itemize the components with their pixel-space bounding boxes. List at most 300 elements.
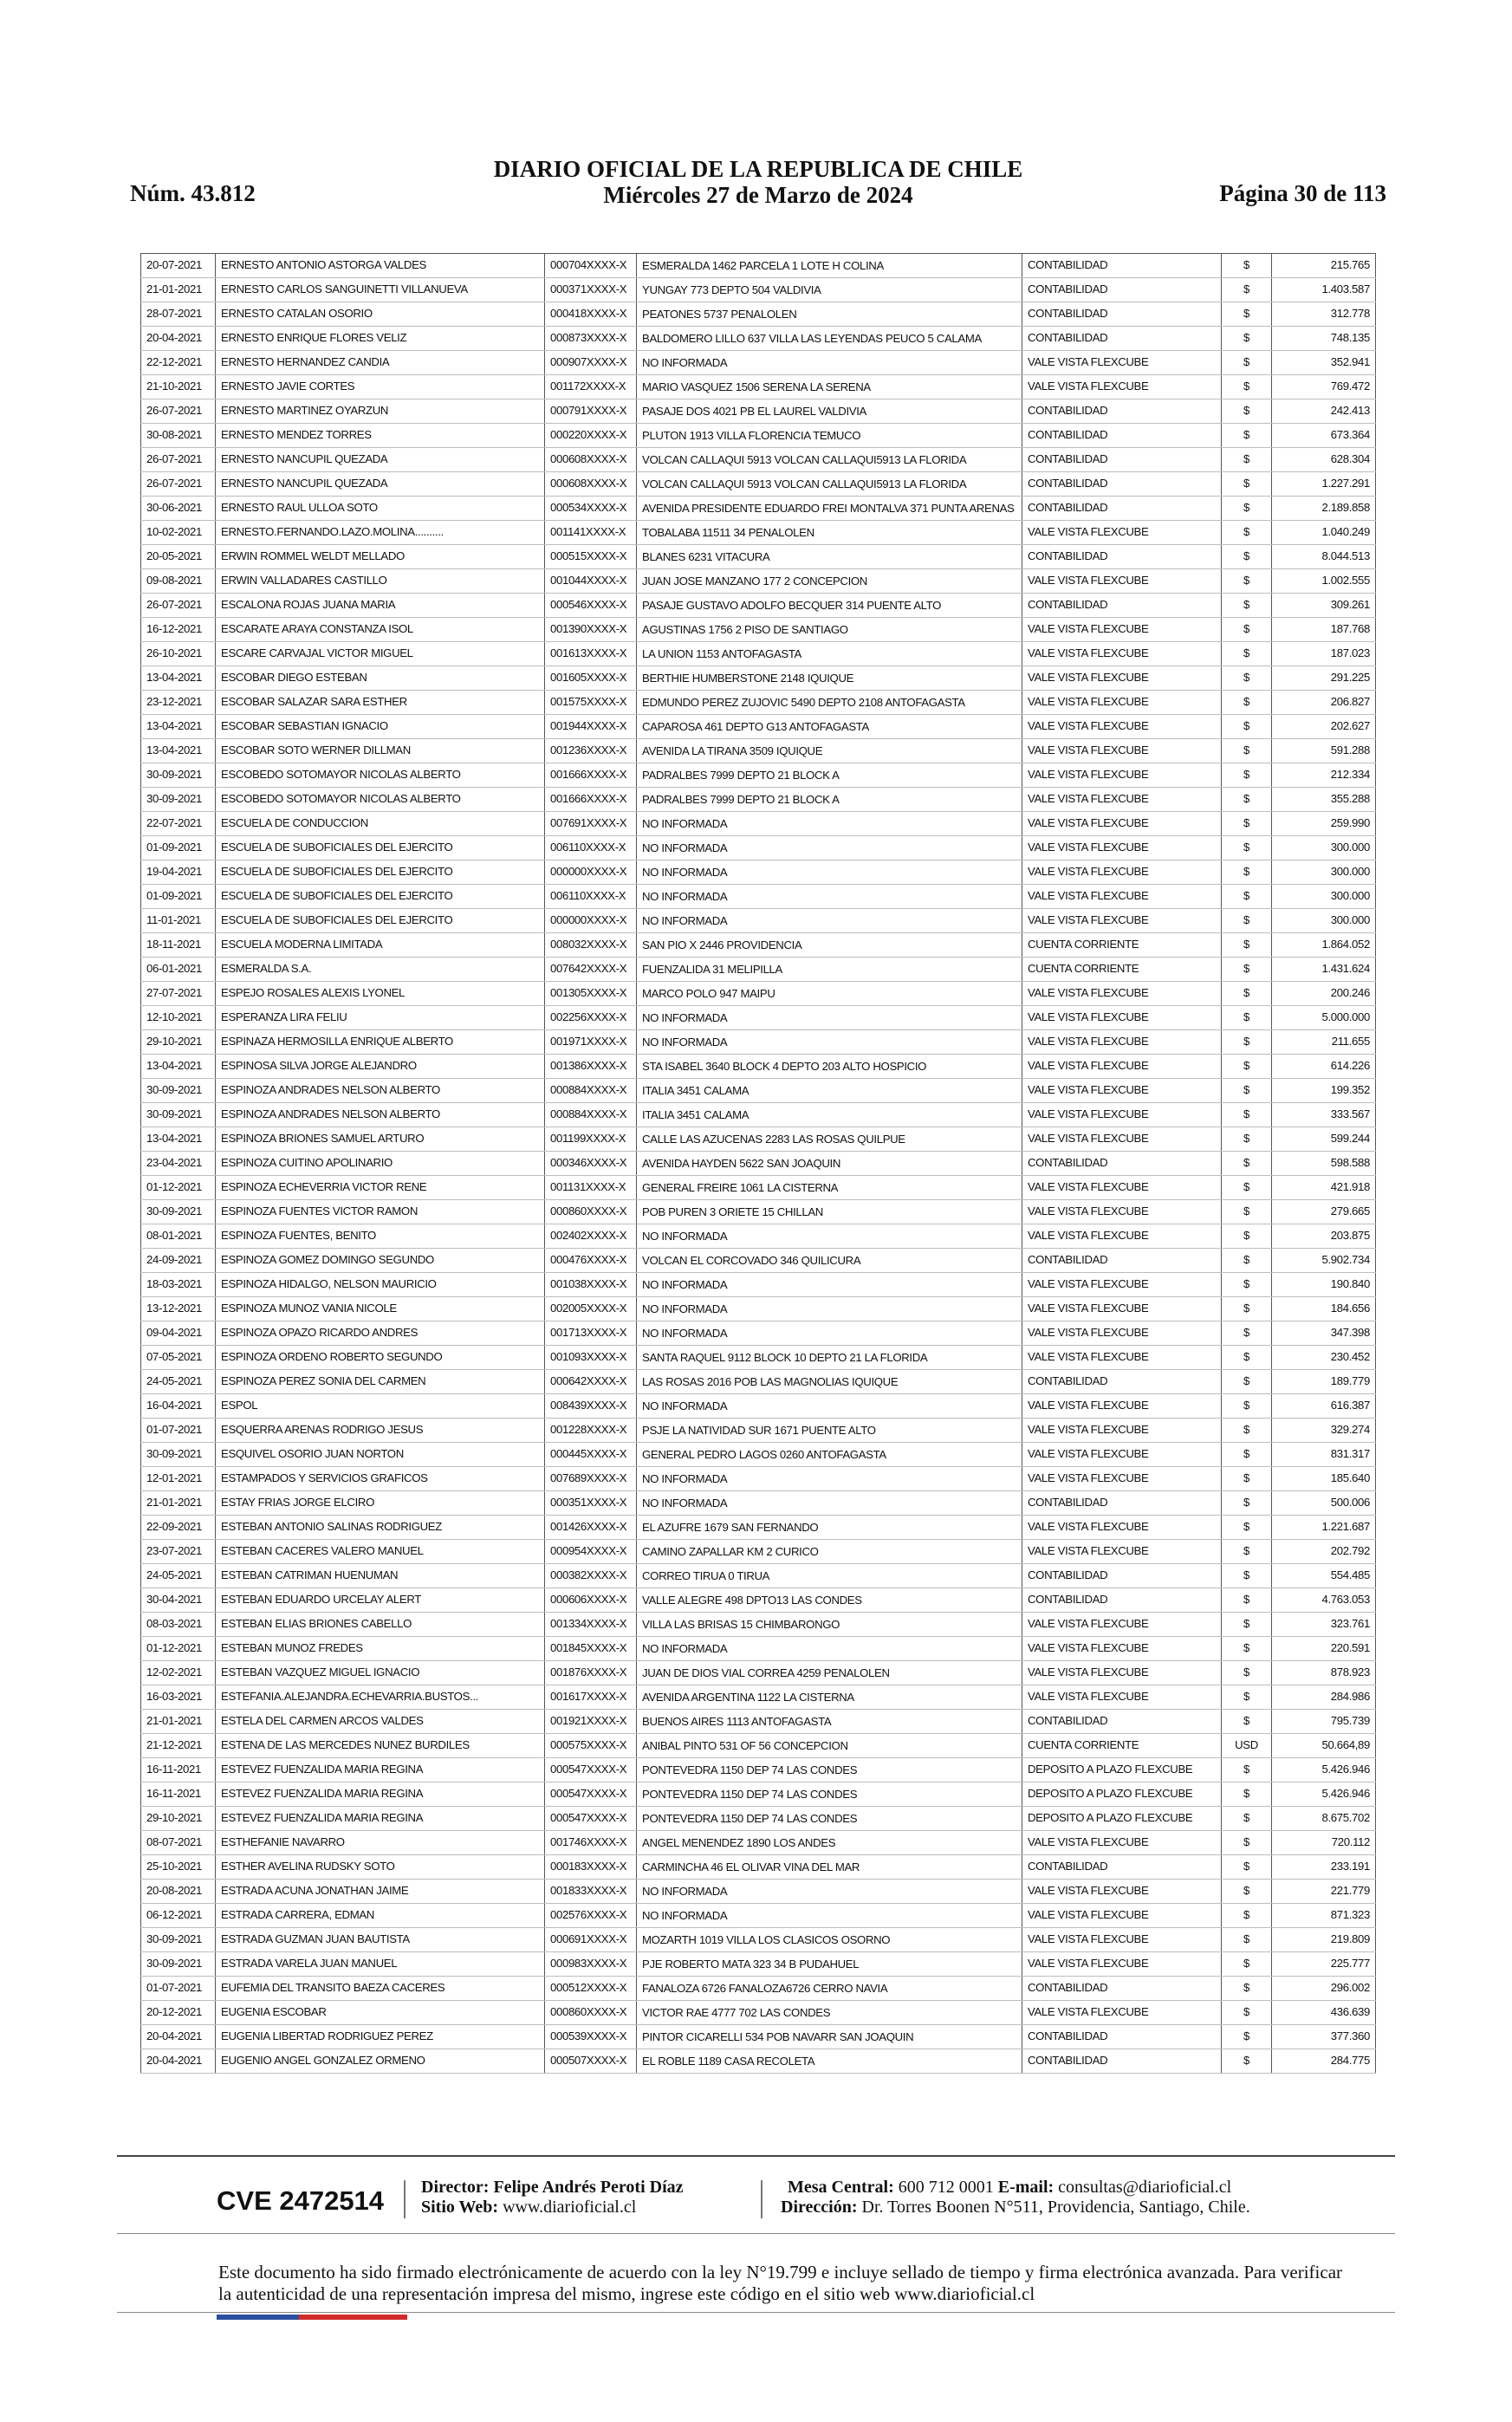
row-address: NO INFORMADA: [637, 1904, 1022, 1928]
flag-blue-segment: [217, 2315, 299, 2320]
row-amount: 200.246: [1272, 982, 1376, 1006]
row-amount: 212.334: [1272, 763, 1376, 788]
row-date: 20-12-2021: [141, 2001, 216, 2025]
row-rut: 000608XXXX-X: [545, 472, 637, 497]
row-amount: 323.761: [1272, 1613, 1376, 1637]
row-amount: 279.665: [1272, 1200, 1376, 1224]
row-currency: $: [1222, 1419, 1272, 1443]
row-address: PASAJE DOS 4021 PB EL LAUREL VALDIVIA: [637, 399, 1022, 424]
row-product: VALE VISTA FLEXCUBE: [1022, 739, 1222, 763]
row-name: EUGENIA ESCOBAR: [216, 2001, 545, 2025]
row-currency: $: [1222, 691, 1272, 715]
table-row: [141, 2049, 1376, 2074]
row-amount: 202.792: [1272, 1540, 1376, 1564]
table-row: [141, 1321, 1376, 1346]
table-row: [141, 1176, 1376, 1200]
row-rut: 000547XXXX-X: [545, 1807, 637, 1831]
table-row: [141, 594, 1376, 618]
row-address: BUENOS AIRES 1113 ANTOFAGASTA: [637, 1710, 1022, 1734]
table-row: [141, 351, 1376, 375]
row-product: VALE VISTA FLEXCUBE: [1022, 1540, 1222, 1564]
records-table: [140, 253, 1376, 2074]
row-date: 07-05-2021: [141, 1346, 216, 1370]
row-date: 20-04-2021: [141, 2049, 216, 2074]
row-name: ESTEBAN ELIAS BRIONES CABELLO: [216, 1613, 545, 1637]
row-address: NO INFORMADA: [637, 1321, 1022, 1346]
row-rut: 001944XXXX-X: [545, 715, 637, 739]
row-product: VALE VISTA FLEXCUBE: [1022, 1394, 1222, 1419]
row-currency: $: [1222, 885, 1272, 909]
row-rut: 000000XXXX-X: [545, 860, 637, 885]
row-address: GENERAL PEDRO LAGOS 0260 ANTOFAGASTA: [637, 1443, 1022, 1467]
row-rut: 001575XXXX-X: [545, 691, 637, 715]
row-date: 22-07-2021: [141, 812, 216, 836]
row-currency: $: [1222, 1103, 1272, 1127]
row-currency: $: [1222, 1564, 1272, 1588]
row-name: ERNESTO HERNANDEZ CANDIA: [216, 351, 545, 375]
table-row: [141, 1685, 1376, 1710]
row-currency: $: [1222, 2001, 1272, 2025]
row-date: 27-07-2021: [141, 982, 216, 1006]
row-rut: 007689XXXX-X: [545, 1467, 637, 1491]
row-currency: USD: [1222, 1734, 1272, 1758]
row-product: CONTABILIDAD: [1022, 594, 1222, 618]
row-date: 16-11-2021: [141, 1758, 216, 1782]
row-date: 22-12-2021: [141, 351, 216, 375]
table-row: [141, 1079, 1376, 1103]
row-address: YUNGAY 773 DEPTO 504 VALDIVIA: [637, 278, 1022, 302]
row-rut: 001093XXXX-X: [545, 1346, 637, 1370]
row-currency: $: [1222, 1758, 1272, 1782]
row-amount: 5.902.734: [1272, 1249, 1376, 1273]
director-label: Director:: [421, 2178, 490, 2197]
row-rut: 001131XXXX-X: [545, 1176, 637, 1200]
row-rut: 000873XXXX-X: [545, 327, 637, 351]
row-product: CUENTA CORRIENTE: [1022, 958, 1222, 982]
row-name: ESPINAZA HERMOSILLA ENRIQUE ALBERTO: [216, 1030, 545, 1055]
row-product: VALE VISTA FLEXCUBE: [1022, 1006, 1222, 1030]
row-product: VALE VISTA FLEXCUBE: [1022, 909, 1222, 933]
row-address: FUENZALIDA 31 MELIPILLA: [637, 958, 1022, 982]
row-amount: 233.191: [1272, 1855, 1376, 1880]
row-amount: 291.225: [1272, 666, 1376, 691]
row-amount: 878.923: [1272, 1661, 1376, 1685]
table-row: [141, 1855, 1376, 1880]
row-currency: $: [1222, 1467, 1272, 1491]
row-address: AVENIDA ARGENTINA 1122 LA CISTERNA: [637, 1685, 1022, 1710]
row-amount: 5.426.946: [1272, 1782, 1376, 1807]
row-amount: 1.002.555: [1272, 569, 1376, 594]
row-amount: 720.112: [1272, 1831, 1376, 1855]
publication-date: Miércoles 27 de Marzo de 2024: [603, 182, 913, 208]
row-product: VALE VISTA FLEXCUBE: [1022, 1952, 1222, 1977]
row-date: 08-07-2021: [141, 1831, 216, 1855]
contact-line: [788, 2178, 1231, 2198]
row-amount: 50.664,89: [1272, 1734, 1376, 1758]
row-name: ERWIN ROMMEL WELDT MELLADO: [216, 545, 545, 569]
table-row: [141, 327, 1376, 351]
row-address: NO INFORMADA: [637, 1394, 1022, 1419]
row-product: VALE VISTA FLEXCUBE: [1022, 1928, 1222, 1952]
row-date: 28-07-2021: [141, 302, 216, 327]
director-line: [421, 2178, 684, 2198]
table-row: [141, 885, 1376, 909]
row-name: ESTEBAN MUNOZ FREDES: [216, 1637, 545, 1661]
row-product: DEPOSITO A PLAZO FLEXCUBE: [1022, 1758, 1222, 1782]
row-currency: $: [1222, 1079, 1272, 1103]
row-product: CONTABILIDAD: [1022, 448, 1222, 472]
row-currency: $: [1222, 254, 1272, 278]
row-currency: $: [1222, 1006, 1272, 1030]
email-link[interactable]: consultas@diarioficial.cl: [1058, 2178, 1232, 2197]
row-currency: $: [1222, 497, 1272, 521]
row-currency: $: [1222, 739, 1272, 763]
row-product: VALE VISTA FLEXCUBE: [1022, 1516, 1222, 1540]
table-row: [141, 1588, 1376, 1613]
row-name: ESTHER AVELINA RUDSKY SOTO: [216, 1855, 545, 1880]
table-row: [141, 1977, 1376, 2001]
row-rut: 000371XXXX-X: [545, 278, 637, 302]
row-date: 16-03-2021: [141, 1685, 216, 1710]
row-name: ESTEBAN VAZQUEZ MIGUEL IGNACIO: [216, 1661, 545, 1685]
row-name: ESCOBAR SEBASTIAN IGNACIO: [216, 715, 545, 739]
row-name: ESPINOZA ANDRADES NELSON ALBERTO: [216, 1079, 545, 1103]
row-amount: 5.000.000: [1272, 1006, 1376, 1030]
records-table-body: [141, 254, 1376, 2074]
row-currency: $: [1222, 1443, 1272, 1467]
row-currency: $: [1222, 860, 1272, 885]
table-row: [141, 545, 1376, 569]
row-currency: $: [1222, 642, 1272, 666]
row-currency: $: [1222, 1880, 1272, 1904]
row-rut: 001044XXXX-X: [545, 569, 637, 594]
row-address: SANTA RAQUEL 9112 BLOCK 10 DEPTO 21 LA FLORIDA: [637, 1346, 1022, 1370]
row-name: ESTEBAN CATRIMAN HUENUMAN: [216, 1564, 545, 1588]
row-product: CONTABILIDAD: [1022, 278, 1222, 302]
row-address: SAN PIO X 2446 PROVIDENCIA: [637, 933, 1022, 958]
row-date: 01-07-2021: [141, 1419, 216, 1443]
table-row: [141, 1613, 1376, 1637]
row-product: VALE VISTA FLEXCUBE: [1022, 982, 1222, 1006]
table-row: [141, 1103, 1376, 1127]
row-currency: $: [1222, 375, 1272, 399]
table-row: [141, 1467, 1376, 1491]
row-amount: 616.387: [1272, 1394, 1376, 1419]
row-product: CONTABILIDAD: [1022, 1977, 1222, 2001]
row-name: ERNESTO CARLOS SANGUINETTI VILLANUEVA: [216, 278, 545, 302]
row-name: ESTRADA ACUNA JONATHAN JAIME: [216, 1880, 545, 1904]
row-rut: 000791XXXX-X: [545, 399, 637, 424]
row-product: VALE VISTA FLEXCUBE: [1022, 521, 1222, 545]
row-address: FANALOZA 6726 FANALOZA6726 CERRO NAVIA: [637, 1977, 1022, 2001]
table-row: [141, 836, 1376, 860]
table-row: [141, 1152, 1376, 1176]
row-address: PONTEVEDRA 1150 DEP 74 LAS CONDES: [637, 1758, 1022, 1782]
row-address: PONTEVEDRA 1150 DEP 74 LAS CONDES: [637, 1807, 1022, 1831]
row-amount: 284.775: [1272, 2049, 1376, 2074]
row-amount: 5.426.946: [1272, 1758, 1376, 1782]
row-address: ANIBAL PINTO 531 OF 56 CONCEPCION: [637, 1734, 1022, 1758]
table-row: [141, 1370, 1376, 1394]
row-product: VALE VISTA FLEXCUBE: [1022, 375, 1222, 399]
row-name: ESPEJO ROSALES ALEXIS LYONEL: [216, 982, 545, 1006]
row-name: ESCARE CARVAJAL VICTOR MIGUEL: [216, 642, 545, 666]
row-product: VALE VISTA FLEXCUBE: [1022, 836, 1222, 860]
row-amount: 1.864.052: [1272, 933, 1376, 958]
row-amount: 769.472: [1272, 375, 1376, 399]
row-name: ESCUELA DE CONDUCCION: [216, 812, 545, 836]
row-date: 22-09-2021: [141, 1516, 216, 1540]
row-amount: 352.941: [1272, 351, 1376, 375]
row-name: ESPINOZA GOMEZ DOMINGO SEGUNDO: [216, 1249, 545, 1273]
row-name: ESTEVEZ FUENZALIDA MARIA REGINA: [216, 1807, 545, 1831]
row-amount: 1.040.249: [1272, 521, 1376, 545]
row-date: 01-09-2021: [141, 836, 216, 860]
row-date: 20-08-2021: [141, 1880, 216, 1904]
table-row: [141, 424, 1376, 448]
row-currency: $: [1222, 1588, 1272, 1613]
row-date: 10-02-2021: [141, 521, 216, 545]
row-currency: $: [1222, 618, 1272, 642]
row-address: NO INFORMADA: [637, 1880, 1022, 1904]
table-row: [141, 399, 1376, 424]
row-address: MARCO POLO 947 MAIPU: [637, 982, 1022, 1006]
row-currency: $: [1222, 1346, 1272, 1370]
row-date: 18-11-2021: [141, 933, 216, 958]
row-rut: 001666XXXX-X: [545, 763, 637, 788]
table-row: [141, 860, 1376, 885]
row-amount: 1.403.587: [1272, 278, 1376, 302]
row-date: 29-10-2021: [141, 1807, 216, 1831]
row-date: 12-01-2021: [141, 1467, 216, 1491]
table-row: [141, 691, 1376, 715]
row-date: 06-01-2021: [141, 958, 216, 982]
row-currency: $: [1222, 2025, 1272, 2049]
row-product: CUENTA CORRIENTE: [1022, 933, 1222, 958]
row-currency: $: [1222, 1491, 1272, 1516]
row-address: VICTOR RAE 4777 702 LAS CONDES: [637, 2001, 1022, 2025]
row-address: VOLCAN EL CORCOVADO 346 QUILICURA: [637, 1249, 1022, 1273]
row-product: VALE VISTA FLEXCUBE: [1022, 1904, 1222, 1928]
row-name: ESTEVEZ FUENZALIDA MARIA REGINA: [216, 1758, 545, 1782]
row-date: 26-10-2021: [141, 642, 216, 666]
row-address: NO INFORMADA: [637, 812, 1022, 836]
row-name: ESCOBAR SALAZAR SARA ESTHER: [216, 691, 545, 715]
row-currency: $: [1222, 909, 1272, 933]
row-currency: $: [1222, 521, 1272, 545]
row-amount: 673.364: [1272, 424, 1376, 448]
row-currency: $: [1222, 788, 1272, 812]
row-amount: 184.656: [1272, 1297, 1376, 1321]
row-address: NO INFORMADA: [637, 1006, 1022, 1030]
row-address: STA ISABEL 3640 BLOCK 4 DEPTO 203 ALTO HOSPICIO: [637, 1055, 1022, 1079]
row-amount: 500.006: [1272, 1491, 1376, 1516]
table-row: [141, 1200, 1376, 1224]
row-currency: $: [1222, 666, 1272, 691]
row-product: CONTABILIDAD: [1022, 1710, 1222, 1734]
table-row: [141, 375, 1376, 399]
row-date: 20-04-2021: [141, 2025, 216, 2049]
table-row: [141, 1516, 1376, 1540]
row-product: VALE VISTA FLEXCUBE: [1022, 812, 1222, 836]
row-name: ERNESTO ANTONIO ASTORGA VALDES: [216, 254, 545, 278]
row-product: DEPOSITO A PLAZO FLEXCUBE: [1022, 1807, 1222, 1831]
row-amount: 300.000: [1272, 885, 1376, 909]
row-currency: $: [1222, 545, 1272, 569]
row-name: ERWIN VALLADARES CASTILLO: [216, 569, 545, 594]
row-product: VALE VISTA FLEXCUBE: [1022, 351, 1222, 375]
row-date: 30-06-2021: [141, 497, 216, 521]
row-product: VALE VISTA FLEXCUBE: [1022, 1055, 1222, 1079]
row-currency: $: [1222, 1127, 1272, 1152]
row-currency: $: [1222, 424, 1272, 448]
row-amount: 554.485: [1272, 1564, 1376, 1588]
legal-notice: Este documento ha sido firmado electrónicamente de acuerdo con la ley N°19.799 e incluye sellado de tiempo y firma electrónica avanzada. Para verificar la autenticidad de una representación impresa del mismo, ingrese este código en el sitio web www.diarioficial.cl: [218, 2262, 1343, 2304]
row-address: MARIO VASQUEZ 1506 SERENA LA SERENA: [637, 375, 1022, 399]
row-name: ERNESTO RAUL ULLOA SOTO: [216, 497, 545, 521]
row-amount: 230.452: [1272, 1346, 1376, 1370]
row-rut: 000539XXXX-X: [545, 2025, 637, 2049]
row-product: CONTABILIDAD: [1022, 1152, 1222, 1176]
row-name: ESTEBAN ANTONIO SALINAS RODRIGUEZ: [216, 1516, 545, 1540]
row-name: ESCOBAR DIEGO ESTEBAN: [216, 666, 545, 691]
row-date: 25-10-2021: [141, 1855, 216, 1880]
row-amount: 242.413: [1272, 399, 1376, 424]
row-name: ERNESTO ENRIQUE FLORES VELIZ: [216, 327, 545, 351]
row-address: MOZARTH 1019 VILLA LOS CLASICOS OSORNO: [637, 1928, 1022, 1952]
row-amount: 300.000: [1272, 836, 1376, 860]
row-amount: 215.765: [1272, 254, 1376, 278]
row-amount: 187.768: [1272, 618, 1376, 642]
row-rut: 000954XXXX-X: [545, 1540, 637, 1564]
row-name: EUFEMIA DEL TRANSITO BAEZA CACERES: [216, 1977, 545, 2001]
table-row: [141, 448, 1376, 472]
row-date: 18-03-2021: [141, 1273, 216, 1297]
row-product: CONTABILIDAD: [1022, 2025, 1222, 2049]
row-rut: 001334XXXX-X: [545, 1613, 637, 1637]
row-address: NO INFORMADA: [637, 860, 1022, 885]
row-date: 16-11-2021: [141, 1782, 216, 1807]
row-amount: 1.227.291: [1272, 472, 1376, 497]
row-product: VALE VISTA FLEXCUBE: [1022, 1880, 1222, 1904]
row-date: 26-07-2021: [141, 448, 216, 472]
row-name: ESCUELA MODERNA LIMITADA: [216, 933, 545, 958]
row-currency: $: [1222, 1200, 1272, 1224]
row-address: NO INFORMADA: [637, 1467, 1022, 1491]
row-address: PADRALBES 7999 DEPTO 21 BLOCK A: [637, 788, 1022, 812]
row-address: NO INFORMADA: [637, 1637, 1022, 1661]
row-rut: 000575XXXX-X: [545, 1734, 637, 1758]
row-product: CONTABILIDAD: [1022, 399, 1222, 424]
row-rut: 001141XXXX-X: [545, 521, 637, 545]
row-currency: $: [1222, 1297, 1272, 1321]
row-currency: $: [1222, 351, 1272, 375]
row-name: ESTAMPADOS Y SERVICIOS GRAFICOS: [216, 1467, 545, 1491]
row-rut: 001617XXXX-X: [545, 1685, 637, 1710]
row-product: CONTABILIDAD: [1022, 1370, 1222, 1394]
row-name: ESQUIVEL OSORIO JUAN NORTON: [216, 1443, 545, 1467]
row-currency: $: [1222, 399, 1272, 424]
row-product: VALE VISTA FLEXCUBE: [1022, 691, 1222, 715]
row-currency: $: [1222, 1540, 1272, 1564]
flag-stripe: [217, 2315, 407, 2320]
table-row: [141, 302, 1376, 327]
row-date: 21-01-2021: [141, 1491, 216, 1516]
row-date: 13-04-2021: [141, 666, 216, 691]
row-product: CUENTA CORRIENTE: [1022, 1734, 1222, 1758]
table-row: [141, 1443, 1376, 1467]
row-rut: 006110XXXX-X: [545, 836, 637, 860]
row-product: VALE VISTA FLEXCUBE: [1022, 788, 1222, 812]
row-address: LAS ROSAS 2016 POB LAS MAGNOLIAS IQUIQUE: [637, 1370, 1022, 1394]
row-currency: $: [1222, 1637, 1272, 1661]
row-currency: $: [1222, 448, 1272, 472]
row-currency: $: [1222, 1782, 1272, 1807]
row-date: 16-12-2021: [141, 618, 216, 642]
row-address: ITALIA 3451 CALAMA: [637, 1103, 1022, 1127]
row-amount: 421.918: [1272, 1176, 1376, 1200]
row-date: 11-01-2021: [141, 909, 216, 933]
row-rut: 000907XXXX-X: [545, 351, 637, 375]
row-name: ERNESTO MENDEZ TORRES: [216, 424, 545, 448]
row-currency: $: [1222, 1831, 1272, 1855]
row-amount: 259.990: [1272, 812, 1376, 836]
row-name: ESCOBEDO SOTOMAYOR NICOLAS ALBERTO: [216, 788, 545, 812]
row-rut: 007642XXXX-X: [545, 958, 637, 982]
row-address: EL ROBLE 1189 CASA RECOLETA: [637, 2049, 1022, 2074]
website-link[interactable]: www.diarioficial.cl: [503, 2198, 637, 2217]
row-name: ESTHEFANIE NAVARRO: [216, 1831, 545, 1855]
email-label: E-mail:: [997, 2178, 1055, 2197]
row-amount: 377.360: [1272, 2025, 1376, 2049]
row-currency: $: [1222, 1516, 1272, 1540]
row-address: PLUTON 1913 VILLA FLORENCIA TEMUCO: [637, 424, 1022, 448]
row-amount: 333.567: [1272, 1103, 1376, 1127]
row-name: EUGENIO ANGEL GONZALEZ ORMENO: [216, 2049, 545, 2074]
row-amount: 312.778: [1272, 302, 1376, 327]
row-address: PJE ROBERTO MATA 323 34 B PUDAHUEL: [637, 1952, 1022, 1977]
row-address: EL AZUFRE 1679 SAN FERNANDO: [637, 1516, 1022, 1540]
records-table-container: [140, 253, 1375, 2074]
row-rut: 000704XXXX-X: [545, 254, 637, 278]
row-product: VALE VISTA FLEXCUBE: [1022, 1661, 1222, 1685]
row-currency: $: [1222, 812, 1272, 836]
row-rut: 000884XXXX-X: [545, 1079, 637, 1103]
row-name: ESCUELA DE SUBOFICIALES DEL EJERCITO: [216, 836, 545, 860]
row-address: ANGEL MENENDEZ 1890 LOS ANDES: [637, 1831, 1022, 1855]
row-rut: 001876XXXX-X: [545, 1661, 637, 1685]
row-address: JUAN DE DIOS VIAL CORREA 4259 PENALOLEN: [637, 1661, 1022, 1685]
row-amount: 795.739: [1272, 1710, 1376, 1734]
row-rut: 000983XXXX-X: [545, 1952, 637, 1977]
row-address: NO INFORMADA: [637, 1297, 1022, 1321]
row-rut: 000515XXXX-X: [545, 545, 637, 569]
row-name: ESCOBAR SOTO WERNER DILLMAN: [216, 739, 545, 763]
row-currency: $: [1222, 1710, 1272, 1734]
row-amount: 591.288: [1272, 739, 1376, 763]
row-rut: 001199XXXX-X: [545, 1127, 637, 1152]
row-product: VALE VISTA FLEXCUBE: [1022, 1103, 1222, 1127]
row-address: BERTHIE HUMBERSTONE 2148 IQUIQUE: [637, 666, 1022, 691]
row-date: 26-07-2021: [141, 472, 216, 497]
row-product: CONTABILIDAD: [1022, 545, 1222, 569]
row-rut: 000445XXXX-X: [545, 1443, 637, 1467]
row-amount: 309.261: [1272, 594, 1376, 618]
row-name: ESCALONA ROJAS JUANA MARIA: [216, 594, 545, 618]
director-name: Felipe Andrés Peroti Díaz: [493, 2178, 684, 2197]
row-name: ESPINOZA ECHEVERRIA VICTOR RENE: [216, 1176, 545, 1200]
row-date: 09-08-2021: [141, 569, 216, 594]
